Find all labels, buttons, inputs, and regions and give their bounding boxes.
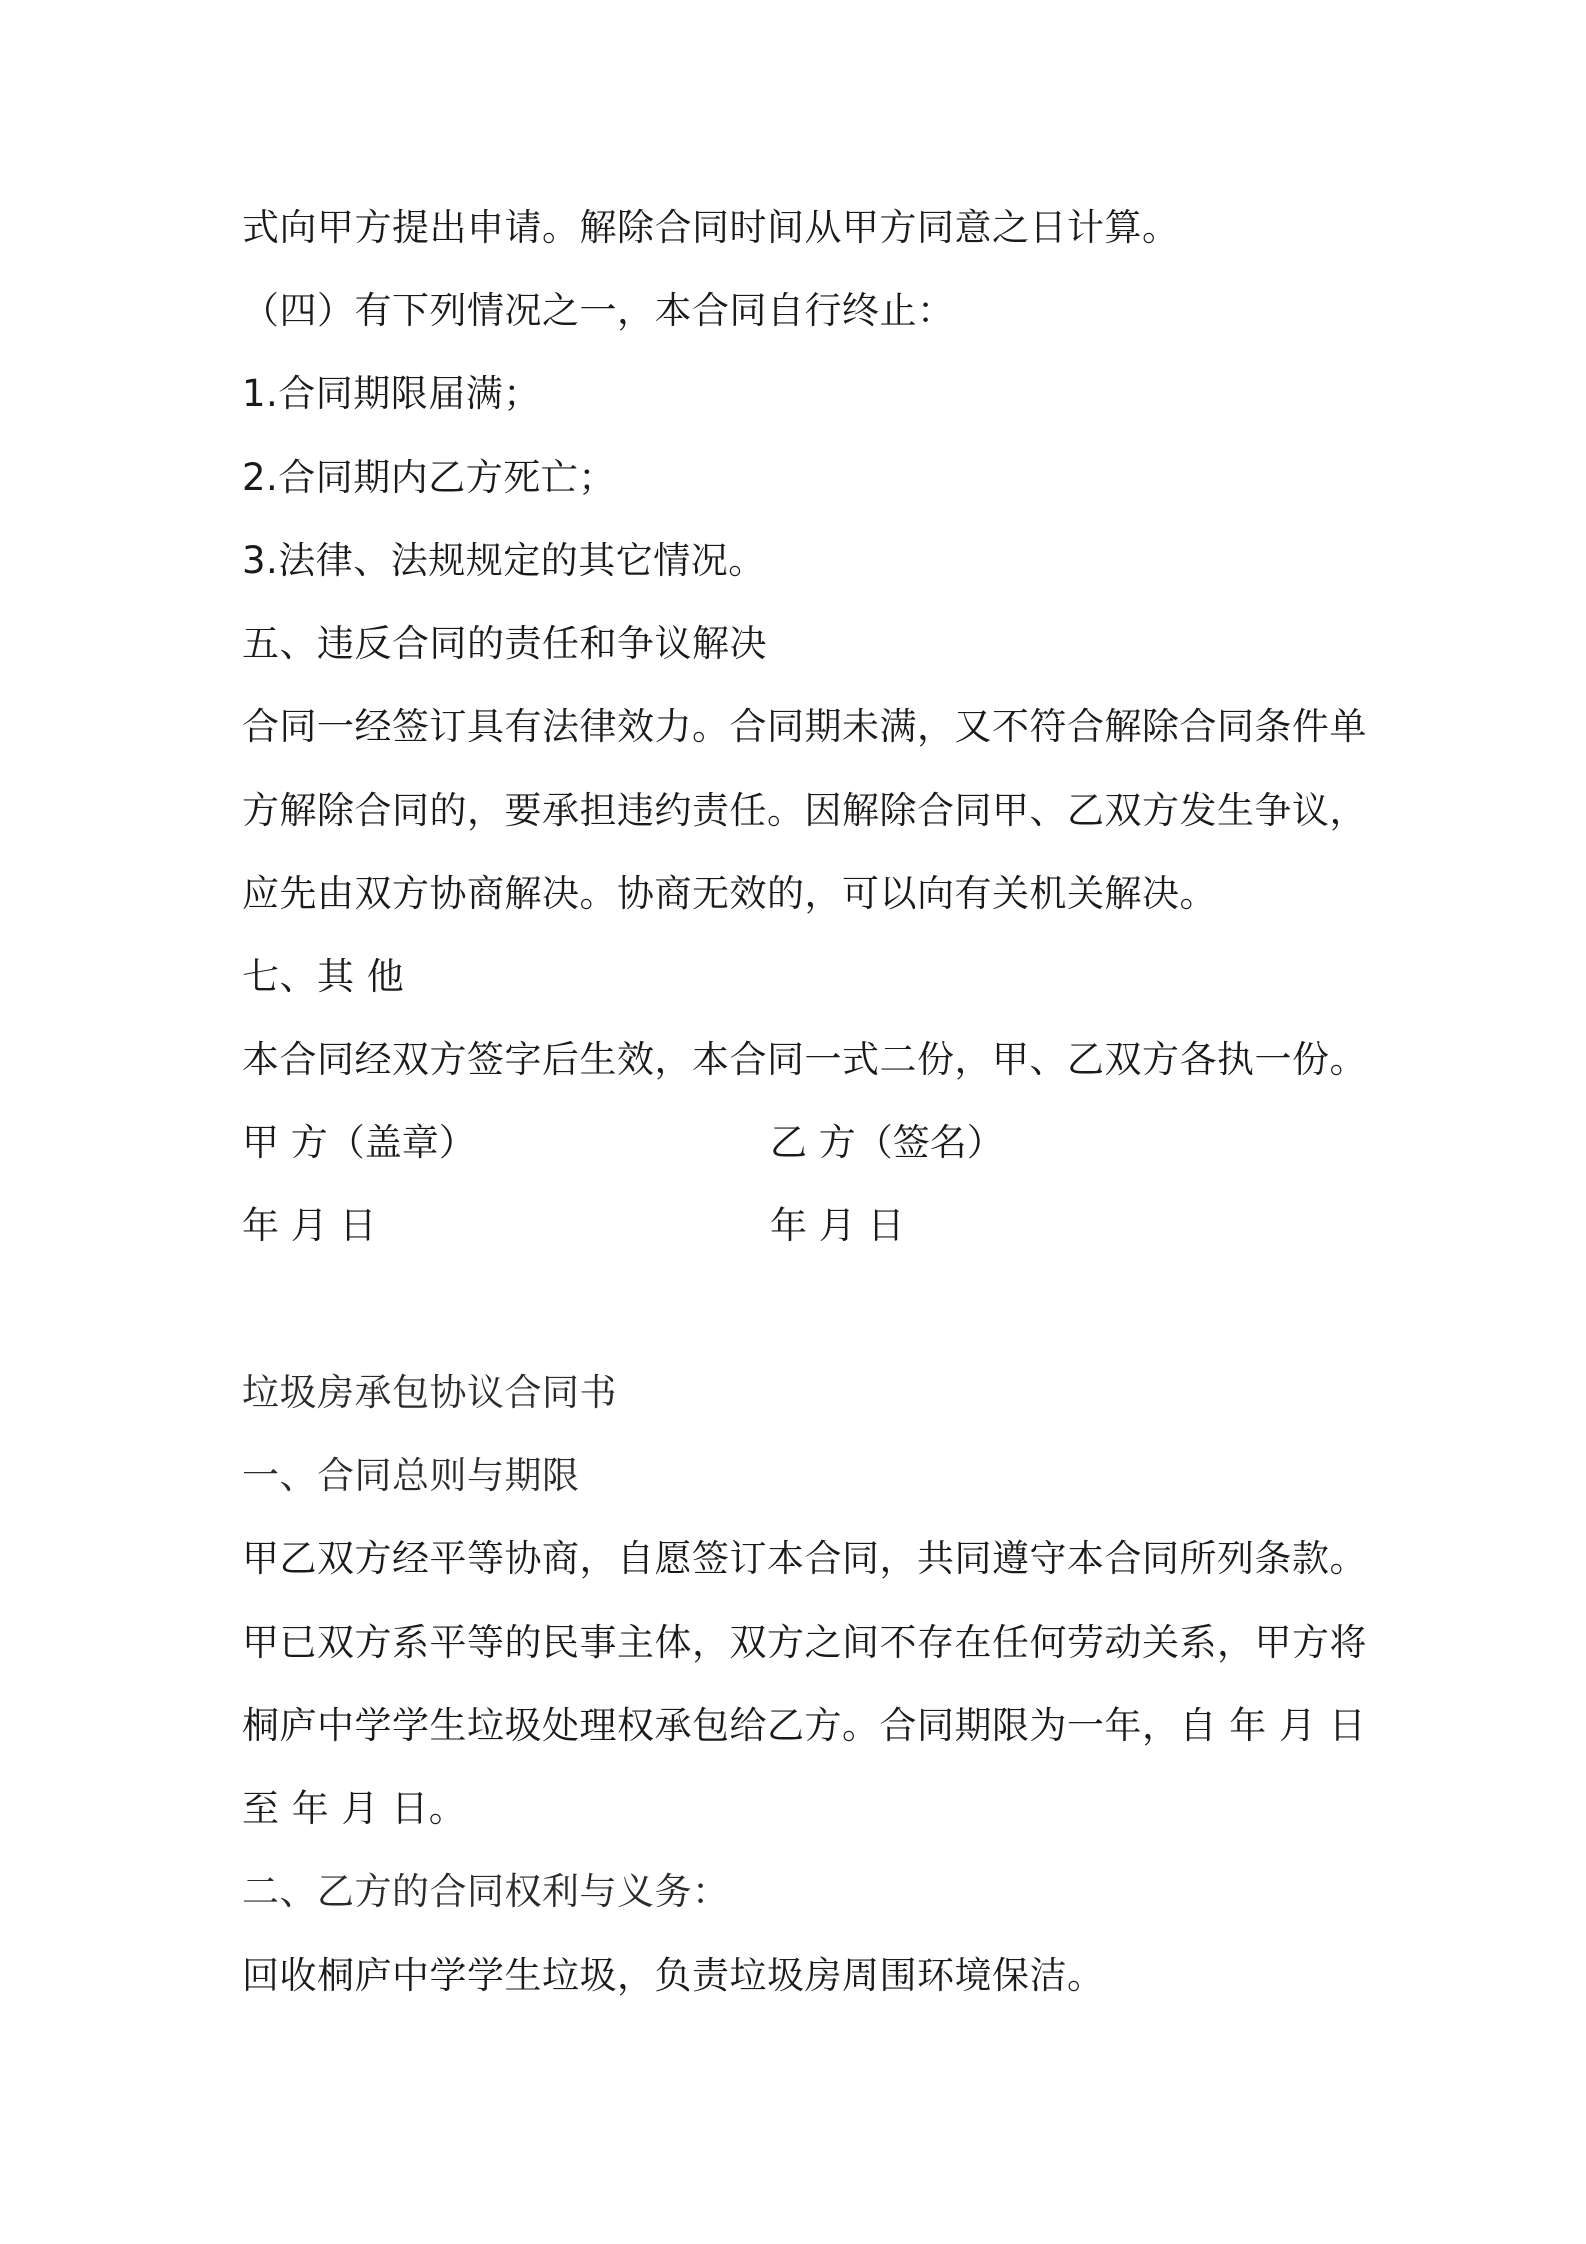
party-a-date: 年 月 日 — [242, 1204, 377, 1247]
paragraph-line: 应先由双方协商解决。协商无效的，可以向有关机关解决。 — [242, 872, 1217, 915]
paragraph-line: 合同一经签订具有法律效力。合同期未满，又不符合解除合同条件单 — [242, 705, 1367, 748]
section-heading: 七、其 他 — [242, 955, 405, 998]
document-title: 垃圾房承包协议合同书 — [242, 1371, 617, 1414]
paragraph-line: 式向甲方提出申请。解除合同时间从甲方同意之日计算。 — [242, 206, 1180, 249]
paragraph-line: 方解除合同的，要承担违约责任。因解除合同甲、乙双方发生争议， — [242, 789, 1367, 832]
paragraph-line: 桐庐中学学生垃圾处理权承包给乙方。合同期限为一年，自 年 月 日 — [242, 1704, 1367, 1747]
paragraph-line: 至 年 月 日。 — [242, 1787, 467, 1830]
paragraph-line: 回收桐庐中学学生垃圾，负责垃圾房周围环境保洁。 — [242, 1954, 1105, 1997]
paragraph-line: 甲乙双方经平等协商，自愿签订本合同，共同遵守本合同所列条款。 — [242, 1537, 1367, 1580]
list-item: 2.合同期内乙方死亡； — [242, 456, 616, 499]
party-a-label: 甲 方（盖章） — [242, 1121, 476, 1164]
party-b-label: 乙 方（签名） — [770, 1121, 1004, 1164]
paragraph-line: 本合同经双方签字后生效，本合同一式二份，甲、乙双方各执一份。 — [242, 1038, 1367, 1081]
list-item: 3.法律、法规规定的其它情况。 — [242, 539, 766, 582]
section-heading: 二、乙方的合同权利与义务： — [242, 1870, 730, 1913]
party-b-date: 年 月 日 — [770, 1204, 905, 1247]
list-item: 1.合同期限届满； — [242, 372, 541, 415]
paragraph-line: 甲已双方系平等的民事主体，双方之间不存在任何劳动关系，甲方将 — [242, 1621, 1367, 1664]
clause-four-heading: （四）有下列情况之一，本合同自行终止： — [242, 289, 955, 332]
section-heading: 五、违反合同的责任和争议解决 — [242, 622, 767, 665]
section-heading: 一、合同总则与期限 — [242, 1454, 580, 1497]
